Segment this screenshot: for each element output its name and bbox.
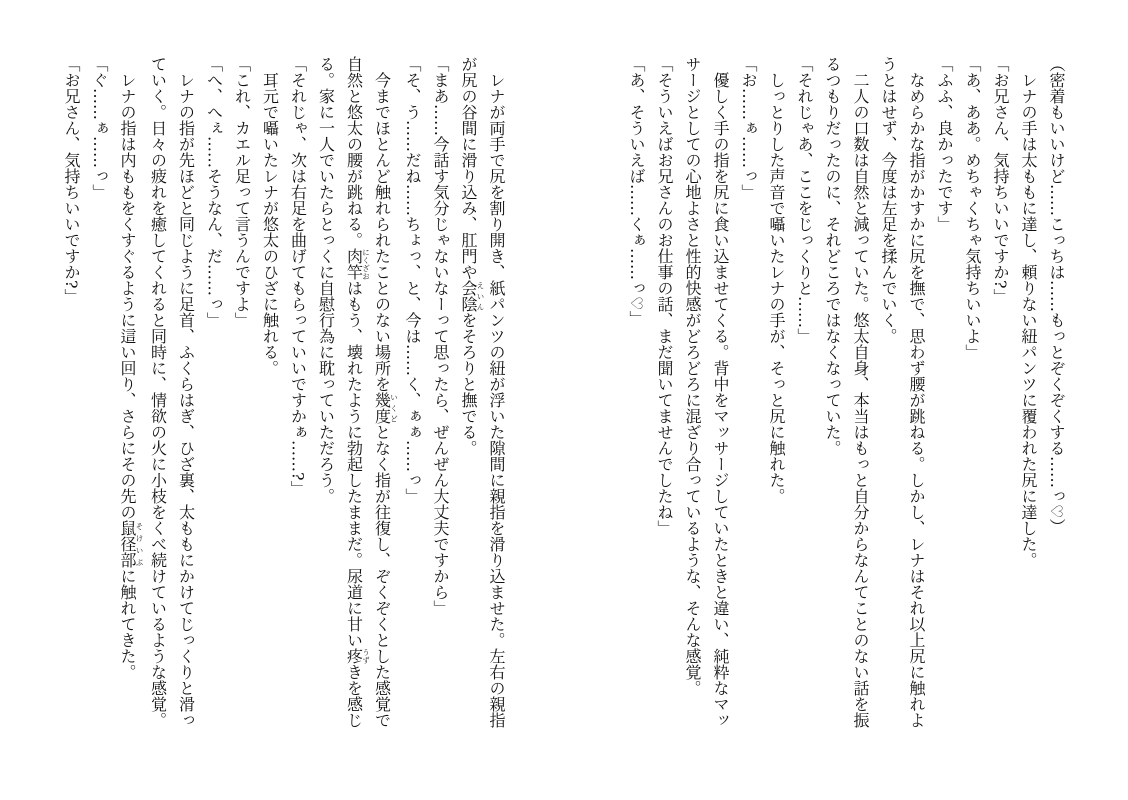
paragraph: 「お……ぁ……っ」 xyxy=(739,56,758,200)
book-page-left xyxy=(58,56,510,734)
paragraph: 「あ、そういえば……くぁ……っ♡」 xyxy=(627,56,646,327)
ruby-annotated-word: 幾度いくど xyxy=(372,392,399,424)
paragraph: （密着もいいけど……こっちは……もっとぞくぞくする……っ♡） xyxy=(1047,56,1066,535)
ruby-annotated-word: 肉竿にくざお xyxy=(344,248,371,280)
paragraph: 「これ、カエル足って言うんですよ」 xyxy=(232,56,252,328)
paragraph: レナが両手で尻を割り開き、紙パンツの紐が浮いた隙間に親指を滑り込ませた。左右の親指が尻の谷間に滑り込み、肛門や会陰えいんをそろりと撫でる。 xyxy=(459,56,506,728)
paragraph: 耳元で囁いたレナが悠太のひざに触れる。 xyxy=(260,72,280,376)
paragraph: しっとりした声音で囁いたレナの手が、そっと尻に触れた。 xyxy=(767,72,786,504)
paragraph: 「へ、へぇ……そうなん、だ……っ」 xyxy=(204,56,224,328)
paragraph: 「それじゃあ、ここをじっくりと……」 xyxy=(795,56,814,344)
ruby-annotated-word: 疼うず xyxy=(344,648,371,664)
paragraph: 「そ、う……だね……ちょっ、と、今は……く、ぁぁ……っ」 xyxy=(403,56,422,504)
paragraph: 「それじゃ、次は右足を曲げてもらっていいですかぁ……?」 xyxy=(288,56,308,497)
paragraph: 「まあ……今話す気分じゃないなーって思ったら、ぜんぜん大丈夫ですから」 xyxy=(431,56,450,616)
paragraph: 「お兄さん、気持ちいいですか?」 xyxy=(62,56,81,305)
paragraph: レナの指が先ほどと同じように足首、ふくらはぎ、ひざ裏、太ももにかけてじっくりと滑っていく。日々の疲れを癒してくれると同時に、情欲の火に小枝をくべ続けているような感覚。 xyxy=(148,56,196,728)
heart-mark: ♡ xyxy=(627,296,646,311)
paragraph: 優しく手の指を尻に食い込ませてくる。背中をマッサージしていたときと違い、純粋なマッサージとしての心地よさと性的快感がどろどろに混ざり合っているような、そんな感覚。 xyxy=(683,56,730,728)
paragraph: 今までほとんど触れられたことのない場所を幾度いくどとなく指が往復し、ぞくぞくとした感覚で自然と悠太の腰が跳ねる。肉竿にくざおはもう、壊れたように勃起したままだ。尿道に甘い疼うずきを感じる。家に一人でいたらとっくに自慰行為に耽っていただろう。 xyxy=(316,56,399,728)
ruby-annotated-word: 会陰えいん xyxy=(459,280,485,312)
heart-mark: ♡ xyxy=(1047,504,1066,519)
ruby-annotated-word: 鼠径部そけいぶ xyxy=(118,520,144,568)
paragraph: 「あ、ああ。めちゃくちゃ気持ちいいよ」 xyxy=(963,56,982,360)
paragraph: 「ぐ……ぁ……っ」 xyxy=(90,56,109,200)
book-page-right xyxy=(618,56,1070,734)
paragraph: レナの指は内ももをくすぐるように這い回り、さらにその先の鼠径部そけいぶに触れてきた。 xyxy=(118,72,144,680)
paragraph: 「お兄さん、気持ちいいですか?」 xyxy=(991,56,1010,305)
paragraph: 「ふふ、良かったです」 xyxy=(935,56,954,232)
paragraph: なめらかな指がかすかに尻を撫で、思わず腰が跳ねる。しかし、レナはそれ以上尻に触れようとはせず、今度は左足を揉んでいく。 xyxy=(879,56,926,728)
paragraph: 二人の口数は自然と減っていた。悠太自身、本当はもっと自分からなんてことのない話を振るつもりだったのに、それどころではなくなっていた。 xyxy=(823,56,870,728)
paragraph: 「そういえばお兄さんのお仕事の話、まだ聞いてませんでしたね」 xyxy=(655,56,674,536)
paragraph: レナの手は太ももに達し、頼りない紐パンツに覆われた尻に達した。 xyxy=(1019,72,1038,568)
